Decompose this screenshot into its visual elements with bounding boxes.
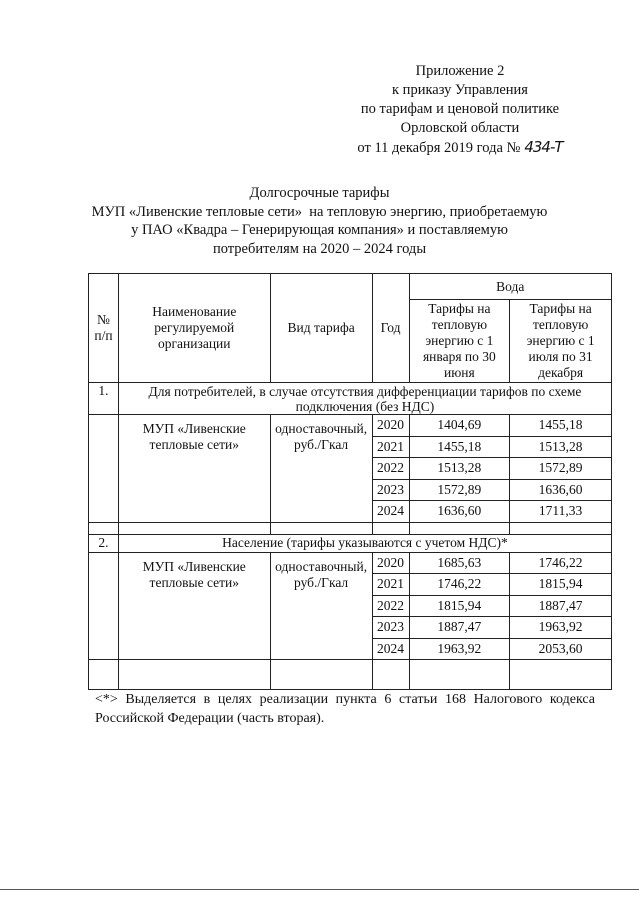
tariff-h2-cell: 1815,94 [510,574,612,596]
header-year: Год [372,274,409,383]
tariff-h1-cell: 1455,18 [409,436,510,458]
year-cell: 2023 [372,617,409,639]
org-cell: МУП «Ливенские тепловые сети» [118,552,270,660]
spacer-row [89,660,612,690]
year-cell: 2020 [372,552,409,574]
tariff-h1-cell: 1636,60 [409,501,510,523]
row-num-cell [89,415,119,523]
document-title [0,184,639,258]
tariff-h1-cell: 1513,28 [409,458,510,480]
tariff-h2-cell: 2053,60 [510,638,612,660]
section-num: 1. [89,383,119,415]
appendix-line-2: к приказу Управления [392,82,528,98]
tariff-h1-cell: 1685,63 [409,552,510,574]
appendix-header [300,62,620,158]
header-type: Вид тарифа [270,274,372,383]
tariff-h2-cell: 1513,28 [510,436,612,458]
year-cell: 2020 [372,415,409,437]
order-number: 434-Т [524,138,563,156]
title-line-2: МУП «Ливенские тепловые сети» на тепловую энергию, приобретаемую [91,203,548,220]
section-row [89,534,612,552]
year-cell: 2022 [372,458,409,480]
tariff-table [88,273,612,690]
tariff-h2-cell: 1455,18 [510,415,612,437]
row-num-cell [89,552,119,660]
tariff-h2-cell: 1963,92 [510,617,612,639]
appendix-line-1: Приложение 2 [415,63,505,79]
table-row [89,552,612,574]
tariff-h2-cell: 1746,22 [510,552,612,574]
tariff-h2-cell: 1636,60 [510,479,612,501]
tariff-h1-cell: 1404,69 [409,415,510,437]
year-cell: 2024 [372,501,409,523]
header-num: № п/п [89,274,119,383]
tariff-h1-cell: 1963,92 [409,638,510,660]
tariff-h2-cell: 1887,47 [510,595,612,617]
spacer-row [89,522,612,534]
table-row [89,415,612,437]
appendix-line-4: Орловской области [400,120,520,136]
header-water: Вода [409,274,612,300]
header-org: Наименование регулируемой организации [118,274,270,383]
section-title: Для потребителей, в случае отсутствия дифференциации тарифов по схеме подключения (без НДС) [118,383,611,415]
year-cell: 2021 [372,574,409,596]
title-line-4: потребителям на 2020 – 2024 годы [212,240,427,257]
appendix-date-line [300,138,620,158]
appendix-line-3: по тарифам и ценовой политике [360,101,560,117]
appendix-line-5: от 11 декабря 2019 года № [357,140,521,156]
section-num: 2. [89,534,119,552]
tariff-h2-cell: 1572,89 [510,458,612,480]
page-bottom-divider [0,889,639,890]
title-line-3: у ПАО «Квадра – Генерирующая компания» и поставляемую [131,222,508,238]
tariff-h1-cell: 1746,22 [409,574,510,596]
tariff-h1-cell: 1887,47 [409,617,510,639]
year-cell: 2023 [372,479,409,501]
year-cell: 2024 [372,638,409,660]
header-row-1 [89,274,612,300]
tariff-h1-cell: 1815,94 [409,595,510,617]
tariff-h2-cell: 1711,33 [510,501,612,523]
year-cell: 2022 [372,595,409,617]
footnote: <*> Выделяется в целях реализации пункта 6 статьи 168 Налогового кодекса Российской Федерации (часть вторая). [95,692,595,726]
section-title: Население (тарифы указываются с учетом НДС)* [118,534,611,552]
type-cell: одноставочный, руб./Гкал [270,415,372,523]
type-cell: одноставочный, руб./Гкал [270,552,372,660]
header-tariff-h2: Тарифы на тепловую энергию с 1 июля по 31 декабря [510,300,612,383]
title-line-1: Долгосрочные тарифы [249,185,390,201]
year-cell: 2021 [372,436,409,458]
org-cell: МУП «Ливенские тепловые сети» [118,415,270,523]
tariff-h1-cell: 1572,89 [409,479,510,501]
section-row [89,383,612,415]
header-tariff-h1: Тарифы на тепловую энергию с 1 января по 30 июня [409,300,510,383]
